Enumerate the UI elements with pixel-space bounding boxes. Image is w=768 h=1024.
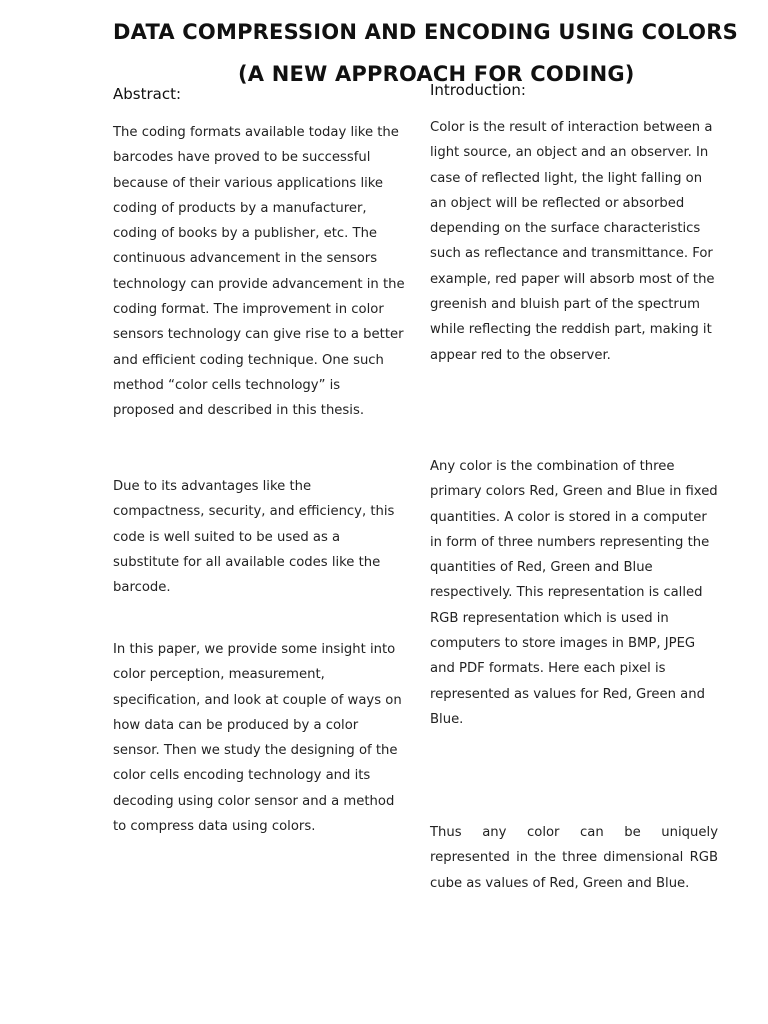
abstract-paragraph-3: In this paper, we provide some insight into color perception, measurement, specification, and look at couple of ways on how data can be produced by a color sensor. Then we study the designing of the color cells encoding technology and its decoding using color sensor and a method to compress data using colors. <box>113 642 402 835</box>
introduction-heading: Introduction: <box>430 81 526 99</box>
document-title: DATA COMPRESSION AND ENCODING USING COLORS <box>113 20 738 44</box>
introduction-paragraph-1: Color is the result of interaction between a light source, an object and an observer. In case of reflected light, the light falling on an object will be reflected or absorbed depending on the surface characteristics such as reflectance and transmittance. For example, red paper will absorb most of the greenish and bluish part of the spectrum while reflecting the reddish part, making it appear red to the observer. <box>430 120 715 363</box>
document-subtitle: (A NEW APPROACH FOR CODING) <box>238 62 635 86</box>
abstract-heading: Abstract: <box>113 85 182 103</box>
abstract-paragraph-2: Due to its advantages like the compactness, security, and efficiency, this code is well suited to be used as a substitute for all available codes like the barcode. <box>113 479 395 596</box>
introduction-paragraph-3: Thus any color can be uniquely represented in the three dimensional RGB cube as values of Red, Green and Blue. <box>430 825 718 891</box>
abstract-paragraph-1: The coding formats available today like the barcodes have proved to be successful because of their various applications like coding of products by a manufacturer, coding of books by a publisher, etc. The continuous advancement in the sensors technology can provide advancement in the coding format. The improvement in color sensors technology can give rise to a better and efficient coding technique. One such method “color cells technology” is proposed and described in this thesis. <box>113 125 405 419</box>
introduction-paragraph-2: Any color is the combination of three primary colors Red, Green and Blue in fixed quantities. A color is stored in a computer in form of three numbers representing the quantities of Red, Green and Blue respectively. This representation is called RGB representation which is used in computers to store images in BMP, JPEG and PDF formats. Here each pixel is represented as values for Red, Green and Blue. <box>430 459 718 727</box>
